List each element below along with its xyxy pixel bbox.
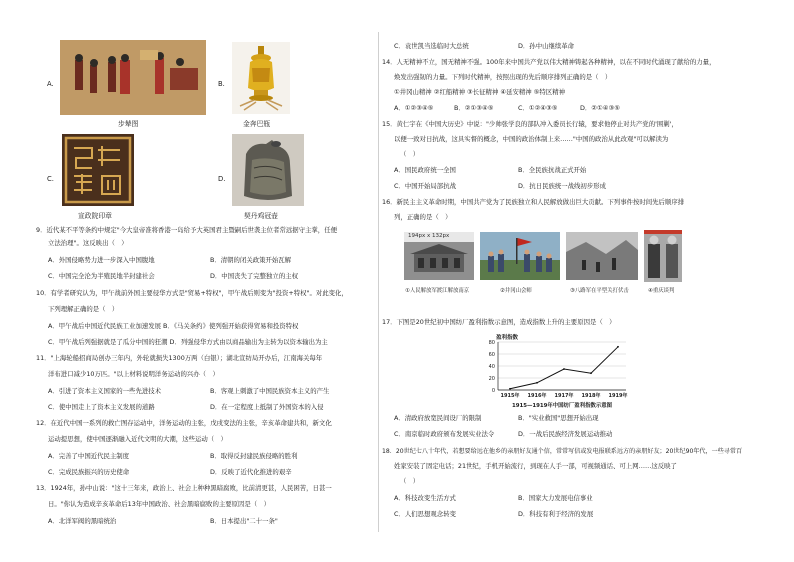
q14-option-b[interactable]: B．②①③④⑤ — [454, 104, 494, 112]
q17-option-c[interactable]: C．南京临时政府颁布发展实业法令 — [394, 430, 495, 438]
flask-image — [232, 134, 304, 206]
q9-stem-line1: 9．近代某不平等条约中规定"今大皇帝准将香港一岛给予大英国君主暨嗣后世袭主位者常远据守主掌，任便 — [36, 226, 337, 234]
data-point — [536, 382, 538, 384]
column-divider — [378, 32, 379, 532]
profit-index-chart — [476, 332, 634, 412]
q15-stem-line3: （ ） — [400, 150, 420, 158]
q9-option-a[interactable]: A．外国侵略势力进一步深入中国腹地 — [48, 256, 155, 264]
option-a-letter: A. — [47, 80, 54, 88]
q12-option-b[interactable]: B．取得反封建民族侵略的胜利 — [210, 452, 298, 460]
option-d-letter: D. — [218, 175, 226, 183]
y-tick-label: 60 — [488, 351, 495, 358]
q11-option-d[interactable]: D．在一定程度上抵制了外国资本的入侵 — [210, 403, 324, 411]
q15-stem-line2: 以便一致对日抗战，这具实督的概念，中国的政治体制上来……"中国的政治从此改观"可以解读为 — [394, 135, 669, 143]
q10-option-a-b[interactable]: A．甲午战后中国近代民族工业加速发展 B．《马关条约》使列强开始获得贸易和投资特权 — [48, 322, 299, 330]
q11-stem-line2: 洋布进口减少10万匹。"以上材料说明洋务运动的兴办（ ） — [48, 370, 219, 378]
q12-stem-line1: 12．在近代中国一系列的救亡图存运动中，洋务运动的主张，戊戌变法的主张，辛亥革命建共和，新文化 — [36, 419, 332, 427]
q16-stem-line2: 列，正确的是（ ） — [394, 213, 452, 221]
q14-stem-line1: 14．人无精神不立，国无精神不强。100年来中国共产党以伟大精神铸起各种精神，以在不同时代涌现了献给的力量， — [382, 58, 716, 66]
q11-option-a[interactable]: A．引进了资本主义国家的一些先进技术 — [48, 387, 162, 395]
q17-option-a[interactable]: A．清政府放宽民间设厂的限制 — [394, 414, 482, 422]
pingxingguan-photo — [566, 232, 638, 280]
q11-option-b[interactable]: B．客观上刺激了中国民族资本主义的产生 — [210, 387, 330, 395]
q15-option-d[interactable]: D．抗日民族统一战线初步形成 — [518, 182, 606, 190]
q14-option-c[interactable]: C．①②④③⑤ — [518, 104, 558, 112]
q13-stem-line2: 日。"你认为造成辛亥革命后13年中国政治、社会黑暗腐败的主要原因是（ ） — [48, 500, 270, 508]
q9-stem-line2: 立法治理"。这反映出（ ） — [48, 239, 128, 247]
q18-option-c[interactable]: C．人们思想观念转变 — [394, 510, 456, 518]
q15-option-a[interactable]: A．国民政府统一全国 — [394, 166, 456, 174]
q10-stem-line2: 下列理解正确的是（ ） — [48, 305, 119, 313]
painting-image — [60, 40, 206, 115]
q17-option-b[interactable]: B．"实业救国"思想开始出现 — [518, 414, 599, 422]
chart-caption: 1915—1919年中国纺厂盈利指数示意图 — [511, 403, 613, 409]
q13-option-c[interactable]: C．袁世凯当选临时大总统 — [394, 42, 469, 50]
data-point — [617, 346, 619, 348]
data-point — [590, 372, 592, 374]
photo-size-label: 194px x 132px — [408, 233, 450, 239]
q10-option-c-d[interactable]: C．甲午战后列强据就是了瓜分中国的狂潮 D．列强侵华方式由以商品输出为主转为以资本输出为主 — [48, 338, 328, 346]
q18-stem-line2: 姓家安装了固定电话；21世纪，手机开始流行，到现在人手一部，可视频通话、可上网……这反映了 — [394, 462, 677, 470]
chongqing-negotiation-photo — [644, 230, 682, 282]
q9-option-c[interactable]: C．中国完全沦为半殖民地半封建社会 — [48, 272, 155, 280]
q12-option-a[interactable]: A．完善了中国近代民主制度 — [48, 452, 130, 460]
q9-option-b[interactable]: B．清朝的闭关政策开始瓦解 — [210, 256, 292, 264]
q16-caption-3: ③八路军在平型关打伏击 — [570, 288, 629, 294]
q13-option-d[interactable]: D．孙中山继续革命 — [518, 42, 575, 50]
series-line — [510, 347, 618, 389]
q15-stem-line1: 15．黄仁宇在《中国大历史》中说："少帅张学良的部队冲入委员长行辕，要求他停止对共产党的'围剿'， — [382, 120, 678, 128]
q16-stem-line1: 16．新民主主义革命时期，中国共产党为了民族独立和人民解放做出巨大贡献。下列事件按时间先后顺序排 — [382, 198, 685, 206]
q18-option-a[interactable]: A．科技改变生活方式 — [394, 494, 456, 502]
caption-a: 步辇图 — [118, 120, 139, 128]
q16-caption-2: ②井冈山会师 — [500, 288, 532, 294]
seal-image — [62, 134, 134, 206]
option-b-letter: B. — [218, 80, 225, 88]
q18-option-b[interactable]: B．国家大力发展电信事业 — [518, 494, 593, 502]
q14-option-d[interactable]: D．②①④③⑤ — [580, 104, 620, 112]
q17-option-d[interactable]: D．一战后民族经济发展运动推动 — [518, 430, 613, 438]
caption-c: 宣政院印章 — [78, 212, 112, 220]
x-tick-label: 1918年 — [581, 393, 601, 399]
q13-option-b[interactable]: B．日本提出"二十一条" — [210, 517, 278, 525]
y-tick-label: 40 — [488, 363, 495, 370]
q11-stem-line1: 11．"上海轮船招商局创办三年内，外轮就损失1300万两（白银）；湖北宣纺局开办后，江南海关每年 — [36, 354, 323, 362]
q13-option-a[interactable]: A．北洋军阀的黑暗统治 — [48, 517, 117, 525]
q13-stem-line1: 13．1924年，孙中山说："这十三年来，政治上、社会上种种黑暗腐败，比前清更甚，人民困苦，日甚一 — [36, 484, 332, 492]
q18-option-d[interactable]: D．科技有利于经济的发展 — [518, 510, 594, 518]
q14-stem-line3: ①井冈山精神 ②红船精神 ③长征精神 ④延安精神 ⑤特区精神 — [394, 88, 565, 96]
q12-option-c[interactable]: C．完成民族振兴的历史使命 — [48, 468, 130, 476]
x-tick-label: 1917年 — [554, 393, 574, 399]
nanjing-photo — [404, 232, 474, 280]
q18-stem-line3: （ ） — [400, 477, 420, 485]
q16-caption-4: ④重庆谈判 — [648, 288, 675, 294]
caption-d: 契丹鸡冠壶 — [244, 212, 278, 220]
option-c-letter: C. — [47, 175, 54, 183]
y-tick-label: 0 — [491, 387, 495, 394]
q14-option-a[interactable]: A．①②③④⑤ — [394, 104, 434, 112]
x-tick-label: 1919年 — [608, 393, 628, 399]
q14-stem-line2: 焕发出强韧的力量。下列时代精神，按照出现的先后顺序排列正确的是（ ） — [394, 73, 612, 81]
q12-option-d[interactable]: D．反映了近代化推进的艰辛 — [210, 468, 292, 476]
x-tick-label: 1915年 — [500, 393, 520, 399]
q11-option-c[interactable]: C．使中国走上了资本主义发展的道路 — [48, 403, 155, 411]
q17-stem: 17．下图是20世纪初中国纺厂盈利指数示意图，造成指数上升的主要原因是（ ） — [382, 318, 616, 326]
y-tick-label: 20 — [488, 375, 495, 382]
data-point — [563, 368, 565, 370]
y-tick-label: 80 — [488, 339, 495, 346]
q15-option-b[interactable]: B．全民族抗战正式开始 — [518, 166, 587, 174]
jinggangshan-painting — [480, 232, 560, 280]
q16-caption-1: ①人民解放军渡江解放南京 — [405, 288, 470, 294]
y-axis-label: 盈利指数 — [496, 335, 519, 341]
x-tick-label: 1916年 — [527, 393, 547, 399]
q9-option-d[interactable]: D．中国丧失了完整独立的主权 — [210, 272, 298, 280]
data-point — [509, 388, 511, 390]
golden-urn-image — [232, 42, 290, 114]
q18-stem-line1: 18．20世纪七八十年代，若想要给远在他乡的亲朋好友通个信，常常写信或发电报联系远方的亲朋好友；20世纪90年代，一些寻常百 — [382, 448, 743, 455]
q10-stem-line1: 10．有学者研究认为，甲午战前外国主要侵华方式是"贸易+特权"，甲午战后则变为"投资+特权"。对此变化， — [36, 289, 348, 297]
q15-option-c[interactable]: C．中国开始局部抗战 — [394, 182, 456, 190]
caption-b: 金奔巴瓶 — [243, 120, 271, 128]
q12-stem-line2: 运动提思想，使中国逐渐融入近代文明的大潮，这些运动（ ） — [48, 435, 227, 443]
